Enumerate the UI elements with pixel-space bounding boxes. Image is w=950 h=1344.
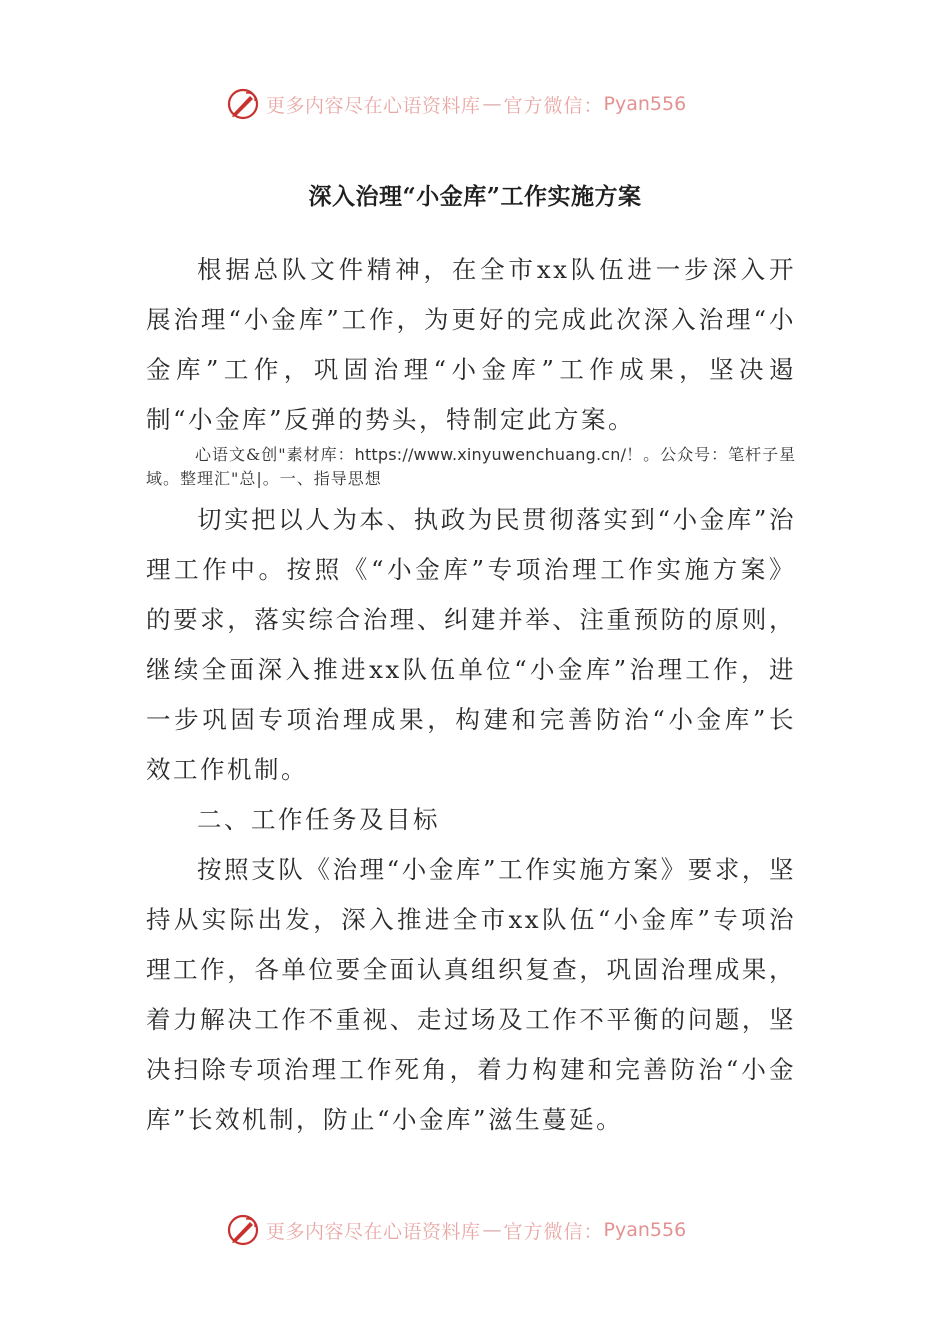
watermark-note <box>146 443 798 491</box>
section1-paragraph: 切实把以人为本、执政为民贯彻落实到“小金库”治理工作中。按照《“小金库”专项治理工作实施方案》的要求，落实综合治理、纠建并举、注重预防的原则，继续全面深入推进xx队伍单位“小金库”治理工作，进一步巩固专项治理成果，构建和完善防治“小金库”长效工作机制。 <box>146 505 796 784</box>
section2-heading: 二、工作任务及目标 <box>197 805 440 834</box>
banner-separator: — <box>482 93 502 115</box>
document-title: 深入治理“小金库”工作实施方案 <box>308 183 642 210</box>
note-suffix: ！。公众号：笔杆子星域。整理汇"总|。一、指导思想 <box>146 445 797 488</box>
banner-separator: — <box>482 1219 502 1241</box>
pen-logo-icon <box>226 87 260 121</box>
header-banner <box>226 84 686 124</box>
wechat-id: Pyan556 <box>603 1219 687 1241</box>
body-block <box>146 495 796 1145</box>
pen-logo-icon <box>226 1213 260 1247</box>
wechat-label: 官方微信： <box>503 1220 604 1243</box>
note-url: https://www.xinyuwenchuang.cn/ <box>354 445 627 464</box>
footer-banner <box>226 1210 686 1250</box>
banner-text: 更多内容尽在心语资料库 <box>266 94 481 117</box>
wechat-id: Pyan556 <box>603 93 687 115</box>
wechat-label: 官方微信： <box>503 94 604 117</box>
section2-paragraph: 按照支队《治理“小金库”工作实施方案》要求，坚持从实际出发，深入推进全市xx队伍“小金库”专项治理工作，各单位要全面认真组织复查，巩固治理成果，着力解决工作不重视、走过场及工作不平衡的问题，坚决扫除专项治理工作死角，着力构建和完善防治“小金库”长效机制，防止“小金库”滋生蔓延。 <box>146 855 796 1134</box>
note-prefix: 心语文&创"素材库： <box>195 445 355 464</box>
banner-text: 更多内容尽在心语资料库 <box>266 1220 481 1243</box>
intro-paragraph: 根据总队文件精神，在全市xx队伍进一步深入开展治理“小金库”工作，为更好的完成此次深入治理“小金库”工作，巩固治理“小金库”工作成果，坚决遏制“小金库”反弹的势头，特制定此方案。 <box>146 255 796 434</box>
intro-block <box>146 245 796 445</box>
